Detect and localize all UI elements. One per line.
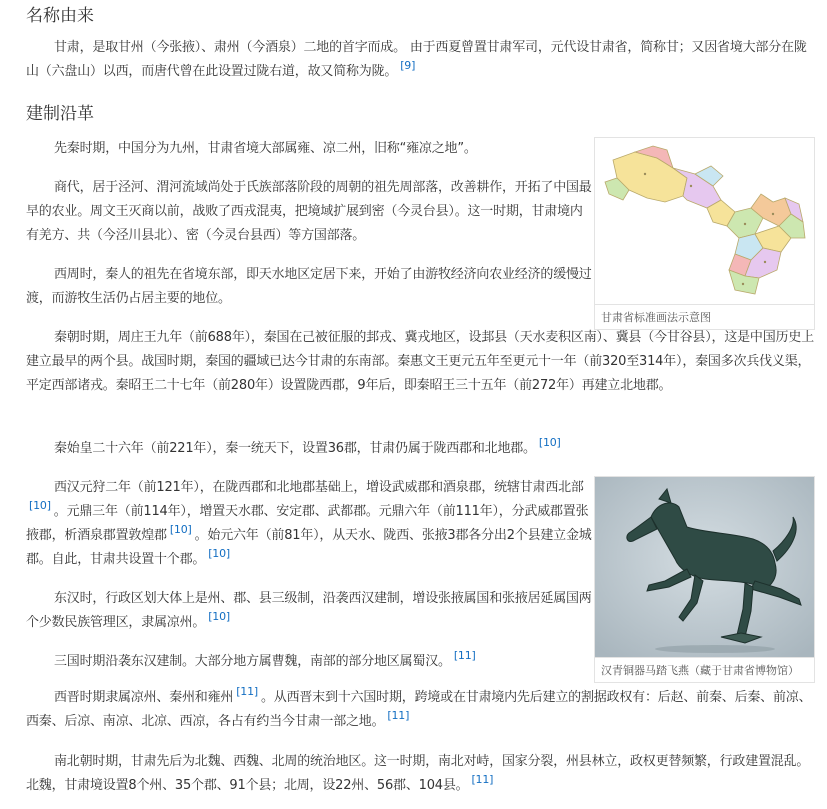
paragraph-history-1: 先秦时期，中国分为九州，甘肃省境大部属雍、凉二州，旧称“雍凉之地”。 [54,141,477,156]
paragraph-history-7: 东汉时，行政区划大体上是州、郡、县三级制，沿袭西汉建制，增设张掖属国和张掖居延属国两个少数民族管理区，隶属凉州。 [10] [26,591,592,630]
paragraph-history-5: 秦始皇二十六年（前221年），秦一统天下，设置36郡，甘肃仍属于陇西郡和北地郡。 [10] [26,437,592,461]
paragraph-history-2: 商代，居于泾河、渭河流域尚处于氏族部落阶段的周朝的祖先周部落，改善耕作，开拓了中国最早的农业。周文王灭商以前，战败了西戎混夷，把境域扩展到密（今灵台县）。这一时期，甘肃境内有羌方、共（今泾川县北）、密（今灵台县西）等方国部落。 [26,180,592,243]
paragraph-history-9: 西晋时期隶属凉州、秦州和雍州 [11] 。从西晋末到十六国时期，跨境或在甘肃境内先后建立的割据政权有：后赵、前秦、后秦、前凉、西秦、后凉、南凉、北凉、西凉，各占有约当今甘肃一部之地。 [11] [26,685,812,729]
paragraph-name-origin: 甘肃，是取甘州（今张掖）、肃州（今酒泉）二地的首字而成。 由于西夏曾置甘肃军司，元代设甘肃省，简称甘；又因省境大部分在陇山（六盘山）以西，而唐代曾在此设置过陇右道，故又简称为陇。 [9] [26,40,807,79]
paragraph-history-4: 秦朝时期，周庄王九年（前688年），秦国在己被征服的邽戎、冀戎地区，设邽县（天水麦积区南）、冀县（今甘谷县），这是中国历史上建立最早的两个县。战国时期，秦国的疆域已达今甘肃的东南部。秦惠文王更元五年至更元十一年（前320至314年），秦国多次兵伐义渠，平定西部诸戎。秦昭王二十七年（前280年）设置陇西郡，9年后，即秦昭王三十五年（前272年）再建立北地郡。 [26,330,814,393]
section-heading-name-origin: 名称由来 [26,6,94,26]
horse-figure[interactable] [594,476,815,683]
reference-link[interactable]: [10] [29,499,51,512]
paragraph-history-8: 三国时期沿袭东汉建制。大部分地方属曹魏，南部的部分地区属蜀汉。 [11] [26,650,592,674]
paragraph-history-6: 西汉元狩二年（前121年），在陇西郡和北地郡基础上，增设武威郡和酒泉郡，统辖甘肃西北部[10] 。元鼎三年（前114年），增置天水郡、安定郡、武都郡。元鼎六年（前111年），分武威郡置张掖郡，析酒泉郡置敦煌郡 [10] 。始元六年（前81年），从天水、陇西、张掖3郡各分出2个县建立金城郡。自此，甘肃共设置十个郡。 [10] [26,480,592,567]
reference-link[interactable]: [11] [471,773,494,786]
map-figure[interactable] [594,137,815,330]
reference-link[interactable]: [10] [208,547,230,560]
province-map-icon[interactable] [595,138,814,304]
reference-link[interactable]: [10] [169,523,192,536]
reference-link[interactable]: [11] [453,649,476,662]
reference-link[interactable]: [9] [400,59,416,72]
paragraph-history-3: 西周时，秦人的祖先在省境东部，即天水地区定居下来，开始了由游牧经济向农业经济的缓慢过渡，而游牧生活仍占居主要的地位。 [26,267,592,306]
reference-link[interactable]: [11] [236,685,258,698]
reference-link[interactable]: [10] [208,610,230,623]
reference-link[interactable]: [10] [538,436,561,449]
map-caption: 甘肃省标准画法示意图 [595,304,814,329]
section-heading-history: 建制沿革 [26,104,94,124]
bronze-horse-photo-icon[interactable] [595,477,814,657]
horse-caption: 汉青铜器马踏飞燕（藏于甘肃省博物馆） [595,657,814,682]
reference-link[interactable]: [11] [387,709,410,722]
paragraph-history-10: 南北朝时期，甘肃先后为北魏、西魏、北周的统治地区。这一时期，南北对峙，国家分裂，州县林立，政权更替频繁，行政建置混乱。北魏，甘肃境设置8个州、35个郡、91个县；北周，设22州、56郡、104县。 [11] [26,754,810,793]
